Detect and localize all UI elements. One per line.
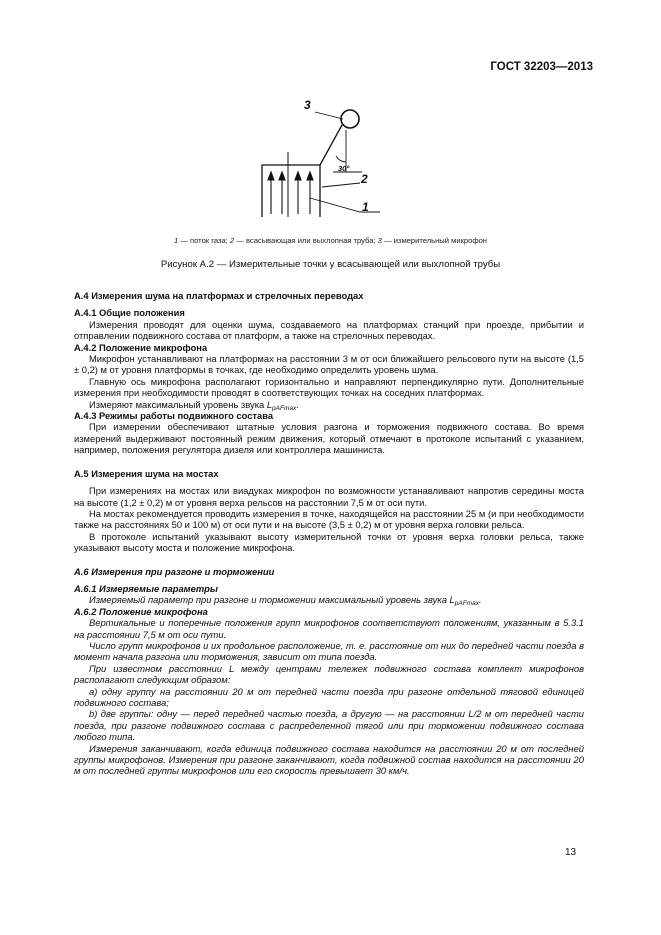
paragraph: Микрофон устанавливают на платформах на расстоянии 3 м от оси ближайшего рельсового пути на высоте (1,5 ± 0,2) м от уровня платформы в точках, где необходимо определить уровень шума. bbox=[74, 353, 584, 376]
text: . bbox=[478, 594, 482, 606]
paragraph: При измерениях на мостах или виадуках микрофон по возможности устанавливают напротив середины моста на высоте (1,2 ± 0,2) м от уровня верха рельсов на расстоянии 7,5 м от оси пути. bbox=[74, 485, 584, 508]
legend-text-1: — поток газа; bbox=[178, 236, 230, 245]
legend-number-2: 2 bbox=[229, 236, 235, 245]
figure-legend bbox=[0, 236, 661, 245]
figure-title: Рисунок А.2 — Измерительные точки у всасывающей или выхлопной трубы bbox=[160, 259, 501, 270]
paragraph: При известном расстоянии L между центрами тележек подвижного состава комплект микрофонов располагают следующим образом: bbox=[74, 662, 584, 686]
section-a6-heading: А.6 Измерения при разгоне и торможении bbox=[74, 565, 275, 577]
symbol-L: L bbox=[449, 594, 455, 606]
paragraph: Измерения проводят для оценки шума, создаваемого на платформах станций при проезде, прибытии и отправлении подвижного состава от платформ, а также на стрелочных переводах. bbox=[74, 318, 584, 342]
symbol-subscript: pAFmax bbox=[454, 600, 479, 608]
microphone-icon bbox=[341, 110, 359, 128]
section-a42-heading: А.4.2 Положение микрофона bbox=[74, 341, 208, 353]
symbol-L: L bbox=[266, 398, 273, 410]
section-a61-heading: А.6.1 Измеряемые параметры bbox=[74, 582, 218, 594]
section-a5-heading: А.5 Измерения шума на мостах bbox=[74, 467, 219, 479]
text: Измеряют максимальный уровень звука bbox=[89, 398, 267, 410]
figure-a2-diagram bbox=[240, 92, 390, 222]
section-a4-heading: А.4 Измерения шума на платформах и стрелочных переводах bbox=[74, 290, 364, 301]
angle-arc bbox=[336, 156, 346, 162]
paragraph: Число групп микрофонов и их продольное расположение, т. е. расстояние от них до передней части поезда в момент начала разгона или торможения, зависит от типа поезда. bbox=[74, 639, 584, 663]
document-body bbox=[74, 290, 584, 777]
list-item-b: b) две группы: одну — перед передней частью поезда, а другую — на расстоянии L/2 м от передней части поезда, при разгоне подвижного состава с распределенной тягой или при торможении подвижного состава любого типа. bbox=[74, 708, 584, 743]
paragraph-measured-parameter bbox=[74, 594, 584, 608]
legend-text-2: — всасывающая или выхлопная труба; bbox=[234, 236, 378, 245]
label-3: 3 bbox=[304, 98, 311, 112]
paragraph: В протоколе испытаний указывают высоту измерительной точки от уровня верха головки рельса, также указывают высоту моста и положение микрофона. bbox=[74, 530, 584, 554]
section-a62-heading: А.6.2 Положение микрофона bbox=[74, 605, 208, 617]
text: Измеряемый параметр при разгоне и торможении максимальный уровень звука bbox=[89, 594, 450, 606]
leader-2 bbox=[322, 183, 360, 187]
legend-text-3: — измерительный микрофон bbox=[381, 236, 488, 245]
leader-3 bbox=[315, 112, 343, 119]
paragraph: При измерении обеспечивают штатные условия разгона и торможения подвижного состава. Во время измерений выдерживают постоянный режим движения, который отмечают в протоколе испытаний с указанием, например, положения регулятора дизеля или контроллера машиниста. bbox=[74, 421, 584, 456]
gas-flow-arrows bbox=[268, 172, 313, 214]
text: . bbox=[296, 398, 299, 410]
paragraph: На мостах рекомендуется проводить измерения в точке, находящейся на расстоянии 25 м (и при необходимости также на расстояниях 50 и 100 м) от оси пути и на высоте (3,5 ± 0,2) м от уровня верха головки рельса. bbox=[74, 507, 584, 531]
paragraph: Измерения заканчивают, когда единица подвижного состава находится на расстоянии 20 м от последней группы микрофонов. Измерения при разгоне заканчивают, когда подвижной состав находится на расстоянии 20 м от последней группы микрофонов или его скорость превышает 30 км/ч. bbox=[74, 742, 584, 777]
symbol-subscript: pAFmax bbox=[272, 404, 297, 412]
document-code: ГОСТ 32203—2013 bbox=[490, 61, 593, 73]
label-1: 1 bbox=[362, 200, 369, 214]
section-a43-heading: А.4.3 Режимы работы подвижного состава bbox=[74, 410, 274, 422]
page-number: 13 bbox=[565, 847, 577, 858]
label-2: 2 bbox=[361, 172, 368, 186]
legend-number-3: 3 bbox=[377, 236, 382, 245]
paragraph: Вертикальные и поперечные положения групп микрофонов соответствуют положениям, указанным в 5.3.1 на расстоянии 7,5 м от оси пути. bbox=[74, 617, 584, 640]
legend-number-1: 1 bbox=[173, 236, 179, 245]
list-item-a: а) одну группу на расстоянии 20 м от передней части поезда при разгоне отдельной тяговой единицей подвижного состава; bbox=[74, 685, 584, 708]
section-a41-heading: А.4.1 Общие положения bbox=[74, 307, 185, 319]
paragraph-level-measure bbox=[74, 399, 584, 410]
paragraph: Главную ось микрофона располагают горизонтально и направляют перпендикулярно пути. Дополнительные измерения при необходимости проводят в соответствующих точках на соседних платформах. bbox=[74, 375, 584, 399]
angle-label: 30° bbox=[338, 164, 350, 173]
